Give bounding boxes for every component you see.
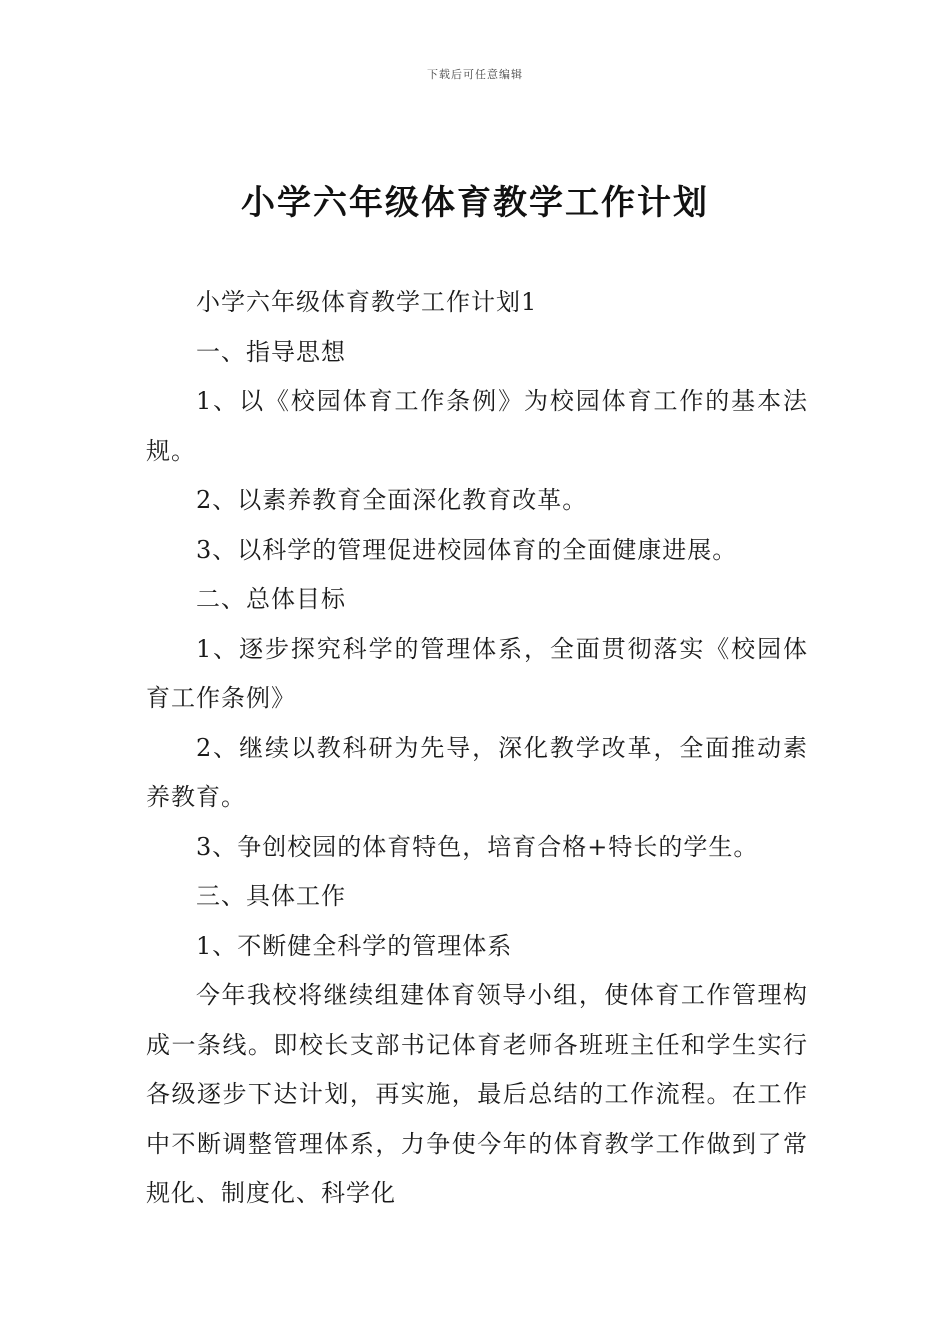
section-heading: 三、具体工作 [196,882,346,910]
paragraph: 3、以科学的管理促进校园体育的全面健康进展。 [196,535,738,564]
header-note: 下载后可任意编辑 [427,68,523,81]
paragraph: 2、以素养教育全面深化教育改革。 [196,486,588,514]
document-title: 小学六年级体育教学工作计划 [241,183,709,223]
section-heading: 一、指导思想 [196,337,346,366]
paragraph: 1、不断健全科学的管理体系 [196,931,513,960]
paragraph: 3、争创校园的体育特色，培育合格+特长的学生。 [196,832,759,861]
paragraph: 2、继续以教科研为先导，深化教学改革，全面推动素养教育。 [146,733,808,811]
paragraph: 今年我校将继续组建体育领导小组，使体育工作管理构成一条线。即校长支部书记体育老师各班班主任和学生实行各级逐步下达计划，再实施，最后总结的工作流程。在工作中不断调整管理体系，力争使今年的体育教学工作做到了常规化、制度化、科学化 [146,981,808,1207]
section-heading: 二、总体目标 [196,585,346,613]
paragraph: 1、以《校园体育工作条例》为校园体育工作的基本法规。 [146,387,808,465]
document-body [146,278,808,1219]
subtitle-paragraph: 小学六年级体育教学工作计划1 [196,288,538,316]
paragraph: 1、逐步探究科学的管理体系，全面贯彻落实《校园体育工作条例》 [146,634,808,712]
